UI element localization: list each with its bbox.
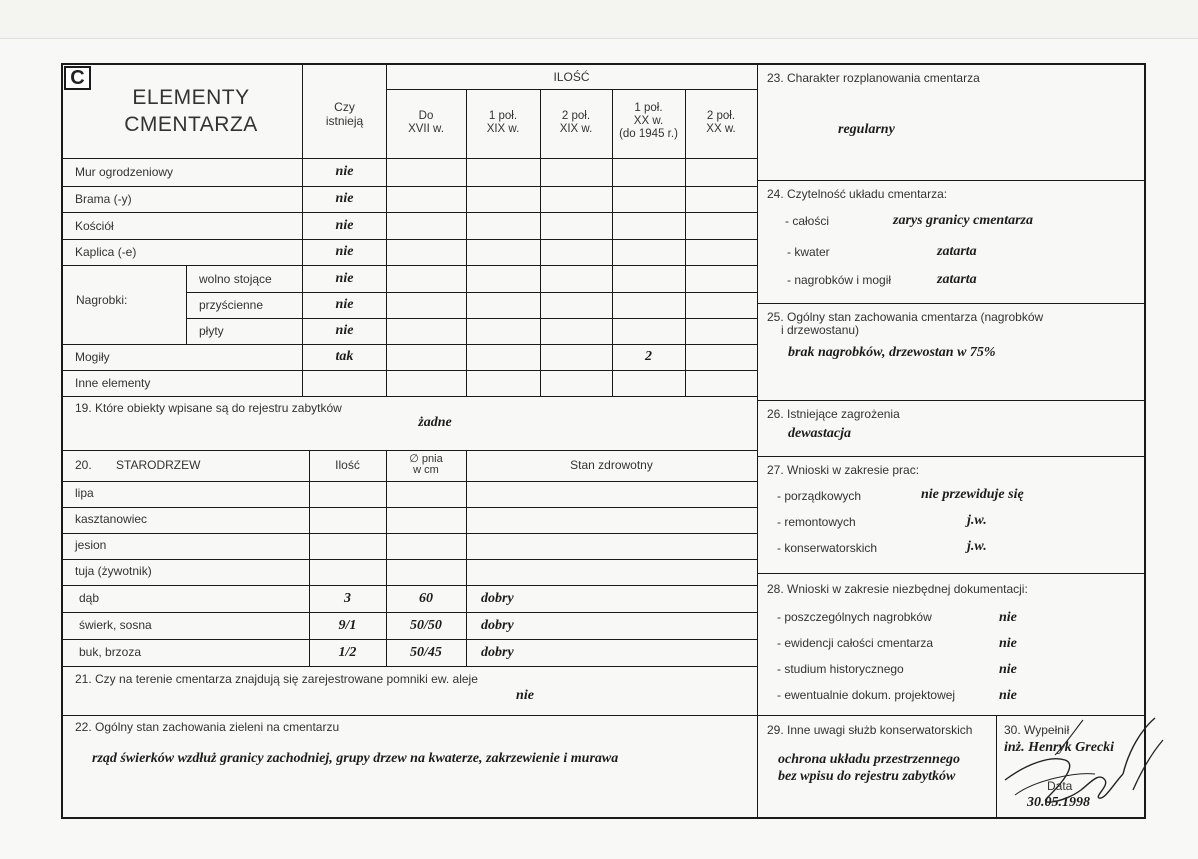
tree-label: jesion bbox=[75, 538, 107, 552]
element-label: płyty bbox=[199, 324, 224, 338]
q27-item-answer: j.w. bbox=[967, 513, 987, 528]
q25-label-line2: i drzewostanu) bbox=[781, 323, 860, 337]
q27-label: 27. Wnioski w zakresie prac: bbox=[767, 463, 920, 477]
q28-label: 28. Wnioski w zakresie niezbędnej dokumentacji: bbox=[767, 582, 1028, 596]
tree-health: dobry bbox=[481, 644, 514, 660]
element-label: Mur ogrodzeniowy bbox=[75, 165, 174, 179]
q22-label: 22. Ogólny stan zachowania zieleni na cmentarzu bbox=[75, 720, 340, 734]
q23-label: 23. Charakter rozplanowania cmentarza bbox=[767, 71, 980, 85]
q27-item-label: - remontowych bbox=[777, 515, 856, 529]
element-exists: nie bbox=[335, 244, 354, 259]
quantity-header: ILOŚĆ bbox=[553, 70, 590, 84]
element-label: Kościół bbox=[75, 218, 114, 233]
q30-date-label: Data bbox=[1047, 779, 1073, 793]
q24-item-label: - kwater bbox=[787, 245, 830, 259]
q30-label: 30. Wypełnił bbox=[1004, 723, 1070, 737]
tree-diam: 60 bbox=[419, 590, 433, 606]
period-col-4-line-1: XX w. bbox=[706, 123, 736, 135]
period-col-2-line-0: 2 poł. bbox=[561, 110, 591, 122]
trees-col-diam-line1: ∅ pnia bbox=[409, 453, 443, 465]
tree-diam: 50/45 bbox=[410, 644, 442, 660]
q28-item-answer: nie bbox=[999, 688, 1017, 703]
tree-diam: 50/50 bbox=[410, 617, 442, 633]
element-exists: nie bbox=[335, 297, 354, 312]
q28-item-label: - ewidencji całości cmentarza bbox=[777, 636, 934, 650]
q28-item-answer: nie bbox=[999, 610, 1017, 625]
q29-answer-line2: bez wpisu do rejestru zabytków bbox=[778, 769, 956, 784]
q25-label-line1: 25. Ogólny stan zachowania cmentarza (nagrobków bbox=[767, 310, 1044, 324]
period-col-2-line-1: XIX w. bbox=[559, 123, 593, 135]
q28-item-label: - ewentualnie dokum. projektowej bbox=[777, 688, 956, 702]
period-col-3-line-0: 1 poł. bbox=[634, 102, 663, 114]
q27-item-answer: nie przewiduje się bbox=[921, 487, 1024, 502]
tree-qty: 9/1 bbox=[338, 617, 357, 633]
tree-label: dąb bbox=[79, 590, 100, 605]
handwritten-signature bbox=[995, 710, 1175, 820]
q25-answer: brak nagrobków, drzewostan w 75% bbox=[788, 345, 996, 360]
tree-label: buk, brzoza bbox=[79, 644, 142, 659]
q24-item-answer: zatarta bbox=[937, 244, 977, 259]
q21-label: 21. Czy na terenie cmentarza znajdują się zarejestrowane pomniki ew. aleje bbox=[75, 672, 478, 686]
period-col-1-line-0: 1 poł. bbox=[488, 110, 518, 122]
element-exists: nie bbox=[335, 270, 354, 286]
period-col-1-line-1: XIX w. bbox=[486, 123, 520, 135]
period-col-3-line-1: XX w. bbox=[633, 115, 664, 127]
title-line2: CMENTARZA bbox=[124, 113, 258, 136]
tree-label: lipa bbox=[75, 486, 94, 500]
q19-label: 19. Które obiekty wpisane są do rejestru zabytków bbox=[75, 401, 342, 415]
q23-answer: regularny bbox=[838, 122, 895, 137]
q26-answer: dewastacja bbox=[788, 426, 851, 441]
q30-name: inż. Henryk Grecki bbox=[1004, 740, 1115, 755]
period-col-0-line-1: XVII w. bbox=[408, 123, 444, 135]
q24-label: 24. Czytelność układu cmentarza: bbox=[767, 187, 948, 201]
exists-col-line2: istnieją bbox=[325, 114, 364, 128]
trees-number: 20. bbox=[75, 458, 92, 472]
q22-answer: rząd świerków wzdłuż granicy zachodniej, grupy drzew na kwaterze, zakrzewienie i murawa bbox=[92, 751, 619, 766]
element-exists: nie bbox=[335, 323, 354, 338]
tree-qty: 3 bbox=[344, 590, 351, 606]
element-exists: nie bbox=[335, 191, 354, 206]
element-label: przyścienne bbox=[199, 298, 264, 312]
tree-label: tuja (żywotnik) bbox=[75, 564, 152, 578]
q21-answer: nie bbox=[516, 688, 534, 703]
element-label: Inne elementy bbox=[75, 376, 151, 390]
tree-qty: 1/2 bbox=[338, 644, 357, 660]
period-col-3-line-2: (do 1945 r.) bbox=[619, 128, 678, 140]
trees-title: STARODRZEW bbox=[116, 458, 201, 472]
q28-item-answer: nie bbox=[999, 636, 1017, 651]
q27-item-label: - konserwatorskich bbox=[777, 541, 878, 555]
element-label: Mogiły bbox=[75, 350, 110, 364]
q24-item-answer: zatarta bbox=[937, 272, 977, 287]
q28-item-label: - poszczególnych nagrobków bbox=[777, 610, 932, 624]
element-exists: tak bbox=[335, 349, 354, 364]
q30-date: 30.05.1998 bbox=[1027, 795, 1090, 810]
element-count: 2 bbox=[645, 349, 652, 364]
element-label: wolno stojące bbox=[199, 271, 272, 286]
element-exists: nie bbox=[335, 217, 354, 233]
section-letter: C bbox=[70, 67, 85, 89]
section-letter-box bbox=[64, 66, 91, 90]
q19-answer: żadne bbox=[418, 415, 452, 430]
tree-label: świerk, sosna bbox=[79, 617, 152, 632]
q24-item-label: - nagrobków i mogił bbox=[787, 273, 892, 287]
tree-health: dobry bbox=[481, 617, 514, 633]
q24-item-answer: zarys granicy cmentarza bbox=[893, 213, 1033, 228]
trees-col-health: Stan zdrowotny bbox=[570, 458, 653, 472]
q28-item-answer: nie bbox=[999, 662, 1017, 677]
period-col-4-line-0: 2 poł. bbox=[706, 110, 736, 122]
q28-item-label: - studium historycznego bbox=[777, 662, 904, 676]
graves-group-label: Nagrobki: bbox=[76, 293, 128, 307]
q24-item-label: - całości bbox=[785, 214, 830, 228]
q27-item-label: - porządkowych bbox=[777, 489, 862, 503]
trees-col-qty: Ilość bbox=[335, 458, 360, 472]
q29-answer-line1: ochrona układu przestrzennego bbox=[778, 752, 961, 767]
title-line1: ELEMENTY bbox=[132, 86, 250, 109]
element-label: Kaplica (-e) bbox=[75, 245, 137, 259]
tree-health: dobry bbox=[481, 590, 514, 606]
element-exists: nie bbox=[335, 164, 354, 179]
tree-label: kasztanowiec bbox=[75, 512, 148, 526]
q29-label: 29. Inne uwagi służb konserwatorskich bbox=[767, 723, 973, 737]
q26-label: 26. Istniejące zagrożenia bbox=[767, 407, 900, 421]
q27-item-answer: j.w. bbox=[967, 539, 987, 554]
element-label: Brama (-y) bbox=[75, 192, 132, 206]
period-col-0-line-0: Do bbox=[418, 110, 434, 122]
trees-col-diam-line2: w cm bbox=[413, 464, 439, 476]
exists-col-line1: Czy bbox=[334, 100, 355, 114]
